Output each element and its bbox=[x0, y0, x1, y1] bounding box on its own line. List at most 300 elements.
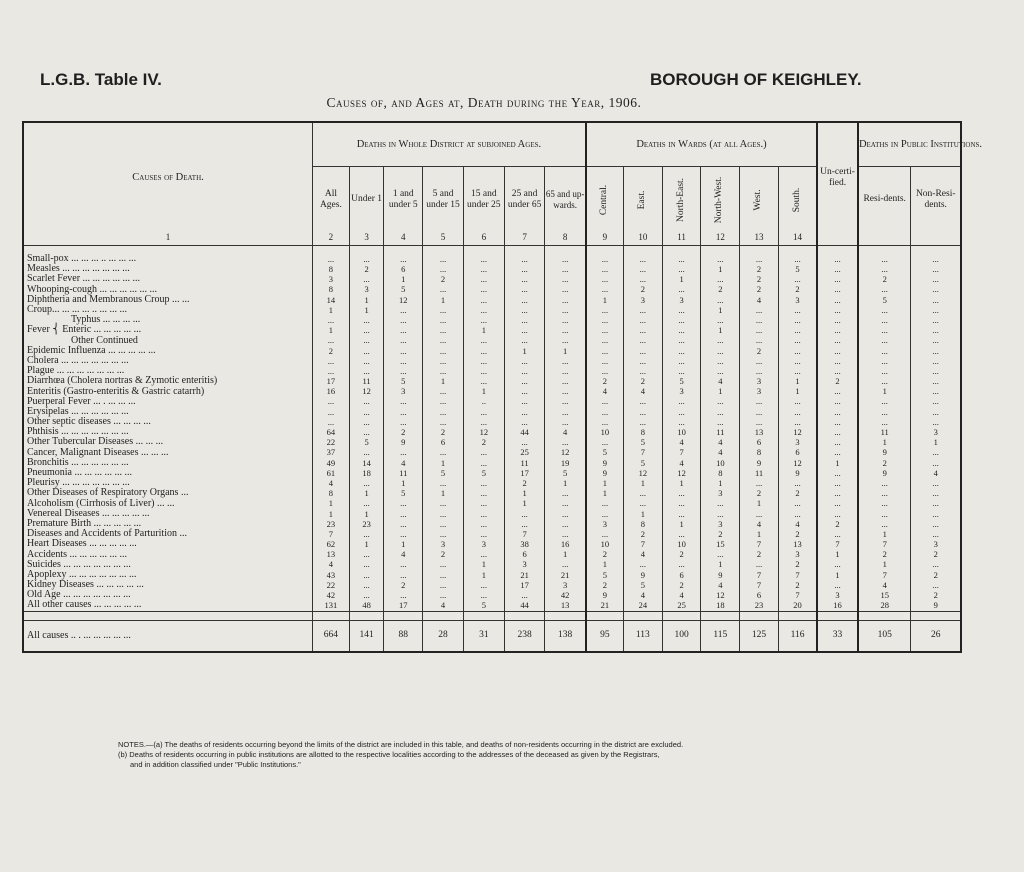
value-cell: 9 bbox=[586, 590, 624, 600]
value-cell: ... bbox=[463, 285, 504, 295]
value-cell: 6 bbox=[423, 437, 464, 447]
table-row bbox=[23, 529, 961, 539]
separator-cell bbox=[384, 246, 423, 255]
value-cell: ... bbox=[313, 397, 350, 407]
value-cell: 1 bbox=[858, 437, 911, 447]
value-cell: ... bbox=[384, 519, 423, 529]
value-cell: ... bbox=[586, 417, 624, 427]
value-cell: 2 bbox=[662, 549, 701, 559]
value-cell: 15 bbox=[701, 539, 740, 549]
value-cell: ... bbox=[313, 356, 350, 366]
cause-cell: Croup... ... ... ... .. ... ... ... bbox=[23, 305, 313, 315]
value-cell: ... bbox=[384, 397, 423, 407]
age-column-header: 5 and under 15 bbox=[423, 167, 464, 234]
value-cell: ... bbox=[384, 570, 423, 580]
value-cell: ... bbox=[545, 254, 586, 264]
value-cell: ... bbox=[817, 509, 858, 519]
age-column-header: Under 1 bbox=[349, 167, 384, 234]
value-cell: 10 bbox=[662, 539, 701, 549]
value-cell: ... bbox=[778, 417, 817, 427]
value-cell: 141 bbox=[349, 620, 384, 652]
value-cell: ... bbox=[662, 499, 701, 509]
value-cell: 1 bbox=[313, 499, 350, 509]
value-cell: ... bbox=[384, 336, 423, 346]
value-cell: 3 bbox=[384, 386, 423, 396]
value-cell: ... bbox=[778, 478, 817, 488]
value-cell: 4 bbox=[313, 560, 350, 570]
value-cell: 7 bbox=[740, 539, 779, 549]
ward-column-header bbox=[701, 167, 740, 234]
value-cell: ... bbox=[423, 448, 464, 458]
value-cell: 1 bbox=[623, 509, 662, 519]
value-cell: 2 bbox=[623, 285, 662, 295]
value-cell: 3 bbox=[662, 295, 701, 305]
value-cell: 1 bbox=[349, 539, 384, 549]
value-cell: 1 bbox=[313, 325, 350, 335]
value-cell: ... bbox=[778, 509, 817, 519]
value-cell: 3 bbox=[349, 285, 384, 295]
value-cell: 6 bbox=[740, 437, 779, 447]
public-column-header: Resi-dents. bbox=[858, 167, 911, 234]
value-cell: 28 bbox=[858, 600, 911, 611]
value-cell: ... bbox=[545, 407, 586, 417]
value-cell: ... bbox=[701, 274, 740, 284]
value-cell: 11 bbox=[740, 468, 779, 478]
value-cell: ... bbox=[623, 417, 662, 427]
value-cell: ... bbox=[463, 254, 504, 264]
value-cell: ... bbox=[911, 366, 961, 376]
value-cell: ... bbox=[349, 448, 384, 458]
value-cell: 14 bbox=[313, 295, 350, 305]
value-cell: 1 bbox=[384, 478, 423, 488]
value-cell: 1 bbox=[313, 305, 350, 315]
value-cell: ... bbox=[313, 366, 350, 376]
cause-cell: Diarrhœa (Cholera nortras & Zymotic enteritis) bbox=[23, 376, 313, 386]
value-cell: 12 bbox=[384, 295, 423, 305]
value-cell: ... bbox=[701, 366, 740, 376]
value-cell: 2 bbox=[778, 488, 817, 498]
value-cell: 5 bbox=[423, 468, 464, 478]
value-cell: ... bbox=[911, 529, 961, 539]
value-cell: ... bbox=[662, 264, 701, 274]
value-cell: ... bbox=[701, 549, 740, 559]
value-cell: 4 bbox=[778, 519, 817, 529]
value-cell: 28 bbox=[423, 620, 464, 652]
value-cell: ... bbox=[545, 519, 586, 529]
cause-cell: Diphtheria and Membranous Croup ... ... bbox=[23, 295, 313, 305]
column-number-blank bbox=[817, 233, 858, 246]
value-cell: 2 bbox=[740, 346, 779, 356]
value-cell: ... bbox=[817, 580, 858, 590]
table-row bbox=[23, 386, 961, 396]
value-cell: 125 bbox=[740, 620, 779, 652]
cause-cell: Other septic diseases ... ... ... ... bbox=[23, 417, 313, 427]
value-cell: 12 bbox=[349, 386, 384, 396]
ward-name: North-East. bbox=[675, 177, 686, 223]
value-cell: ... bbox=[545, 417, 586, 427]
value-cell: 6 bbox=[778, 448, 817, 458]
value-cell: ... bbox=[911, 478, 961, 488]
value-cell: ... bbox=[701, 295, 740, 305]
value-cell: 1 bbox=[586, 488, 624, 498]
value-cell: 4 bbox=[623, 549, 662, 559]
value-cell: 1 bbox=[740, 529, 779, 539]
value-cell: 44 bbox=[504, 427, 545, 437]
value-cell: 21 bbox=[504, 570, 545, 580]
value-cell: ... bbox=[586, 529, 624, 539]
column-number: 13 bbox=[740, 233, 779, 246]
value-cell: 9 bbox=[586, 468, 624, 478]
table-row bbox=[23, 600, 961, 611]
value-cell: 3 bbox=[911, 427, 961, 437]
value-cell: 7 bbox=[662, 448, 701, 458]
value-cell: ... bbox=[384, 315, 423, 325]
value-cell: 16 bbox=[313, 386, 350, 396]
brace-icon: ⎨ bbox=[49, 324, 63, 336]
value-cell: ... bbox=[463, 407, 504, 417]
cause-cell: Plague ... ... ... ... ... ... ... bbox=[23, 366, 313, 376]
table-row bbox=[23, 549, 961, 559]
value-cell: 2 bbox=[778, 285, 817, 295]
value-cell: ... bbox=[817, 529, 858, 539]
value-cell: 4 bbox=[911, 468, 961, 478]
value-cell: ... bbox=[817, 427, 858, 437]
table-row bbox=[23, 356, 961, 366]
value-cell: 1 bbox=[504, 488, 545, 498]
value-cell: 1 bbox=[423, 295, 464, 305]
value-cell: 8 bbox=[623, 427, 662, 437]
separator-cell bbox=[817, 246, 858, 255]
mortality-table bbox=[22, 121, 983, 653]
value-cell: 8 bbox=[623, 519, 662, 529]
value-cell: ... bbox=[586, 346, 624, 356]
value-cell: ... bbox=[911, 346, 961, 356]
value-cell: ... bbox=[349, 366, 384, 376]
cause-cell: Puerperal Fever ... . ... ... ... bbox=[23, 397, 313, 407]
value-cell: ... bbox=[586, 325, 624, 335]
value-cell: 1 bbox=[701, 560, 740, 570]
column-number: 14 bbox=[778, 233, 817, 246]
value-cell: ... bbox=[504, 264, 545, 274]
value-cell: ... bbox=[384, 590, 423, 600]
value-cell: 1 bbox=[778, 386, 817, 396]
value-cell: ... bbox=[740, 254, 779, 264]
separator-cell bbox=[586, 611, 624, 620]
value-cell: ... bbox=[623, 356, 662, 366]
value-cell: ... bbox=[423, 315, 464, 325]
value-cell: ... bbox=[858, 315, 911, 325]
age-column-header: All Ages. bbox=[313, 167, 350, 234]
separator-cell bbox=[662, 246, 701, 255]
value-cell: 131 bbox=[313, 600, 350, 611]
value-cell: ... bbox=[504, 295, 545, 305]
value-cell: 25 bbox=[504, 448, 545, 458]
value-cell: 31 bbox=[463, 620, 504, 652]
value-cell: ... bbox=[586, 305, 624, 315]
value-cell: ... bbox=[586, 509, 624, 519]
separator-cell bbox=[858, 246, 911, 255]
ward-name: West. bbox=[753, 189, 764, 211]
separator-cell bbox=[623, 246, 662, 255]
value-cell: 64 bbox=[313, 427, 350, 437]
value-cell: 12 bbox=[545, 448, 586, 458]
value-cell: 2 bbox=[423, 274, 464, 284]
value-cell: 8 bbox=[313, 264, 350, 274]
value-cell: ... bbox=[858, 356, 911, 366]
value-cell: ... bbox=[701, 336, 740, 346]
value-cell: 2 bbox=[858, 458, 911, 468]
value-cell: 1 bbox=[384, 539, 423, 549]
value-cell: ... bbox=[423, 264, 464, 274]
value-cell: ... bbox=[911, 254, 961, 264]
value-cell: ... bbox=[858, 488, 911, 498]
value-cell: 7 bbox=[740, 580, 779, 590]
value-cell: ... bbox=[911, 448, 961, 458]
value-cell: ... bbox=[817, 417, 858, 427]
value-cell: 1 bbox=[858, 529, 911, 539]
value-cell: ... bbox=[423, 285, 464, 295]
value-cell: ... bbox=[349, 417, 384, 427]
value-cell: 3 bbox=[586, 519, 624, 529]
value-cell: ... bbox=[911, 397, 961, 407]
value-cell: 1 bbox=[423, 488, 464, 498]
value-cell: 1 bbox=[858, 386, 911, 396]
value-cell: ... bbox=[740, 356, 779, 366]
separator-cell bbox=[911, 246, 961, 255]
value-cell: ... bbox=[911, 417, 961, 427]
value-cell: ... bbox=[423, 305, 464, 315]
fever-subtype: Typhus ... ... ... ... bbox=[71, 314, 141, 326]
value-cell: ... bbox=[349, 397, 384, 407]
value-cell: ... bbox=[423, 336, 464, 346]
value-cell: ... bbox=[423, 254, 464, 264]
value-cell: ... bbox=[384, 305, 423, 315]
value-cell: 2 bbox=[586, 549, 624, 559]
value-cell: 2 bbox=[463, 437, 504, 447]
value-cell: ... bbox=[349, 478, 384, 488]
ward-name: East. bbox=[636, 190, 647, 210]
value-cell: 7 bbox=[313, 529, 350, 539]
table-row bbox=[23, 458, 961, 468]
value-cell: 4 bbox=[623, 590, 662, 600]
column-number: 4 bbox=[384, 233, 423, 246]
value-cell: 11 bbox=[349, 376, 384, 386]
value-cell: ... bbox=[778, 407, 817, 417]
value-cell: 10 bbox=[586, 427, 624, 437]
separator-cell bbox=[817, 611, 858, 620]
value-cell: ... bbox=[817, 254, 858, 264]
value-cell: ... bbox=[463, 458, 504, 468]
value-cell: 4 bbox=[740, 295, 779, 305]
value-cell: 42 bbox=[313, 590, 350, 600]
value-cell: ... bbox=[858, 366, 911, 376]
value-cell: ... bbox=[701, 356, 740, 366]
separator-cell bbox=[911, 611, 961, 620]
value-cell: ... bbox=[778, 356, 817, 366]
value-cell: ... bbox=[623, 254, 662, 264]
value-cell: ... bbox=[623, 488, 662, 498]
value-cell: 19 bbox=[545, 458, 586, 468]
value-cell: ... bbox=[423, 570, 464, 580]
value-cell: ... bbox=[423, 519, 464, 529]
value-cell: 1 bbox=[817, 549, 858, 559]
value-cell: ... bbox=[463, 315, 504, 325]
column-number: 3 bbox=[349, 233, 384, 246]
cause-cell: Accidents ... ... ... ... ... ... bbox=[23, 549, 313, 559]
value-cell: ... bbox=[817, 488, 858, 498]
value-cell: ... bbox=[504, 417, 545, 427]
value-cell: ... bbox=[911, 580, 961, 590]
value-cell: 12 bbox=[623, 468, 662, 478]
value-cell: ... bbox=[623, 397, 662, 407]
value-cell: ... bbox=[662, 397, 701, 407]
value-cell: ... bbox=[349, 407, 384, 417]
value-cell: ... bbox=[545, 325, 586, 335]
value-cell: ... bbox=[384, 417, 423, 427]
value-cell: 1 bbox=[545, 346, 586, 356]
value-cell: ... bbox=[911, 336, 961, 346]
note-b: (b) Deaths of residents occurring in public institutions are allotted to the respective localities according to the addresses of the deceased as given by the Registrars, bbox=[118, 750, 660, 759]
value-cell: 3 bbox=[817, 590, 858, 600]
value-cell: 4 bbox=[662, 590, 701, 600]
value-cell: ... bbox=[423, 580, 464, 590]
value-cell: 5 bbox=[623, 458, 662, 468]
value-cell: ... bbox=[662, 488, 701, 498]
value-cell: 9 bbox=[623, 570, 662, 580]
value-cell: 8 bbox=[313, 285, 350, 295]
value-cell: ... bbox=[586, 274, 624, 284]
separator-cell bbox=[504, 611, 545, 620]
table-row bbox=[23, 539, 961, 549]
value-cell: 1 bbox=[662, 519, 701, 529]
value-cell: 5 bbox=[623, 437, 662, 447]
cause-cell: Bronchitis ... ... ... ... ... ... bbox=[23, 458, 313, 468]
separator-cell bbox=[701, 611, 740, 620]
value-cell: ... bbox=[423, 386, 464, 396]
cause-cell: Venereal Diseases ... ... ... ... ... bbox=[23, 509, 313, 519]
value-cell: 1 bbox=[545, 549, 586, 559]
value-cell: ... bbox=[463, 580, 504, 590]
value-cell: ... bbox=[623, 264, 662, 274]
value-cell: ... bbox=[740, 366, 779, 376]
ward-name: South. bbox=[791, 187, 802, 213]
value-cell: 3 bbox=[740, 376, 779, 386]
table-row bbox=[23, 397, 961, 407]
value-cell: ... bbox=[623, 499, 662, 509]
column-number: 9 bbox=[586, 233, 624, 246]
value-cell: 7 bbox=[740, 570, 779, 580]
value-cell: 238 bbox=[504, 620, 545, 652]
value-cell: 1 bbox=[504, 499, 545, 509]
table-row bbox=[23, 488, 961, 498]
value-cell: ... bbox=[423, 346, 464, 356]
value-cell: 11 bbox=[858, 427, 911, 437]
value-cell: 1 bbox=[778, 376, 817, 386]
value-cell: 1 bbox=[586, 560, 624, 570]
value-cell: ... bbox=[911, 509, 961, 519]
value-cell: 138 bbox=[545, 620, 586, 652]
value-cell: ... bbox=[463, 376, 504, 386]
value-cell: 9 bbox=[586, 458, 624, 468]
value-cell: 3 bbox=[778, 295, 817, 305]
value-cell: ... bbox=[817, 397, 858, 407]
separator-cell bbox=[740, 611, 779, 620]
value-cell: ... bbox=[740, 315, 779, 325]
table-row bbox=[23, 376, 961, 386]
value-cell: 4 bbox=[623, 386, 662, 396]
cause-cell: Epidemic Influenza ... ... ... ... ... bbox=[23, 346, 313, 356]
cause-cell: Cholera ... ... ... ... ... ... ... bbox=[23, 356, 313, 366]
value-cell: ... bbox=[740, 560, 779, 570]
table-row bbox=[23, 417, 961, 427]
table-row bbox=[23, 509, 961, 519]
value-cell: 4 bbox=[313, 478, 350, 488]
value-cell: ... bbox=[911, 295, 961, 305]
value-cell: ... bbox=[662, 305, 701, 315]
value-cell: .. bbox=[463, 397, 504, 407]
value-cell: ... bbox=[504, 274, 545, 284]
value-cell: ... bbox=[313, 407, 350, 417]
value-cell: ... bbox=[586, 397, 624, 407]
value-cell: ... bbox=[858, 336, 911, 346]
value-cell: 1 bbox=[463, 570, 504, 580]
value-cell: ... bbox=[545, 437, 586, 447]
value-cell: 1 bbox=[423, 376, 464, 386]
value-cell: 49 bbox=[313, 458, 350, 468]
value-cell: ... bbox=[623, 305, 662, 315]
ages-group-header: Deaths in Whole District at subjoined Ages. bbox=[313, 122, 586, 167]
value-cell: 4 bbox=[701, 580, 740, 590]
value-cell: ... bbox=[423, 407, 464, 417]
value-cell: ... bbox=[662, 325, 701, 335]
value-cell: ... bbox=[858, 264, 911, 274]
table-row bbox=[23, 560, 961, 570]
value-cell: ... bbox=[778, 305, 817, 315]
cause-cell: Whooping-cough ... ... ... ... ... ... bbox=[23, 285, 313, 295]
value-cell: 100 bbox=[662, 620, 701, 652]
value-cell: 1 bbox=[586, 478, 624, 488]
value-cell: ... bbox=[349, 529, 384, 539]
separator-cell bbox=[423, 611, 464, 620]
value-cell: ... bbox=[911, 325, 961, 335]
value-cell: 17 bbox=[504, 580, 545, 590]
value-cell: 2 bbox=[778, 580, 817, 590]
value-cell: 4 bbox=[701, 376, 740, 386]
value-cell: 5 bbox=[463, 468, 504, 478]
value-cell: 2 bbox=[349, 264, 384, 274]
ward-name: North-West. bbox=[714, 176, 725, 224]
age-column-header: 1 and under 5 bbox=[384, 167, 423, 234]
value-cell: ... bbox=[701, 407, 740, 417]
value-cell: 88 bbox=[384, 620, 423, 652]
value-cell: ... bbox=[504, 509, 545, 519]
column-number: 7 bbox=[504, 233, 545, 246]
value-cell: 116 bbox=[778, 620, 817, 652]
table-row bbox=[23, 336, 961, 346]
column-number-blank bbox=[911, 233, 961, 246]
value-cell: ... bbox=[423, 560, 464, 570]
value-cell: ... bbox=[586, 437, 624, 447]
value-cell: 1 bbox=[701, 386, 740, 396]
value-cell: ... bbox=[817, 407, 858, 417]
value-cell: ... bbox=[545, 285, 586, 295]
value-cell: ... bbox=[349, 570, 384, 580]
value-cell: 2 bbox=[586, 376, 624, 386]
value-cell: 3 bbox=[463, 539, 504, 549]
value-cell: 23 bbox=[313, 519, 350, 529]
total-row bbox=[23, 620, 961, 652]
value-cell: 105 bbox=[858, 620, 911, 652]
